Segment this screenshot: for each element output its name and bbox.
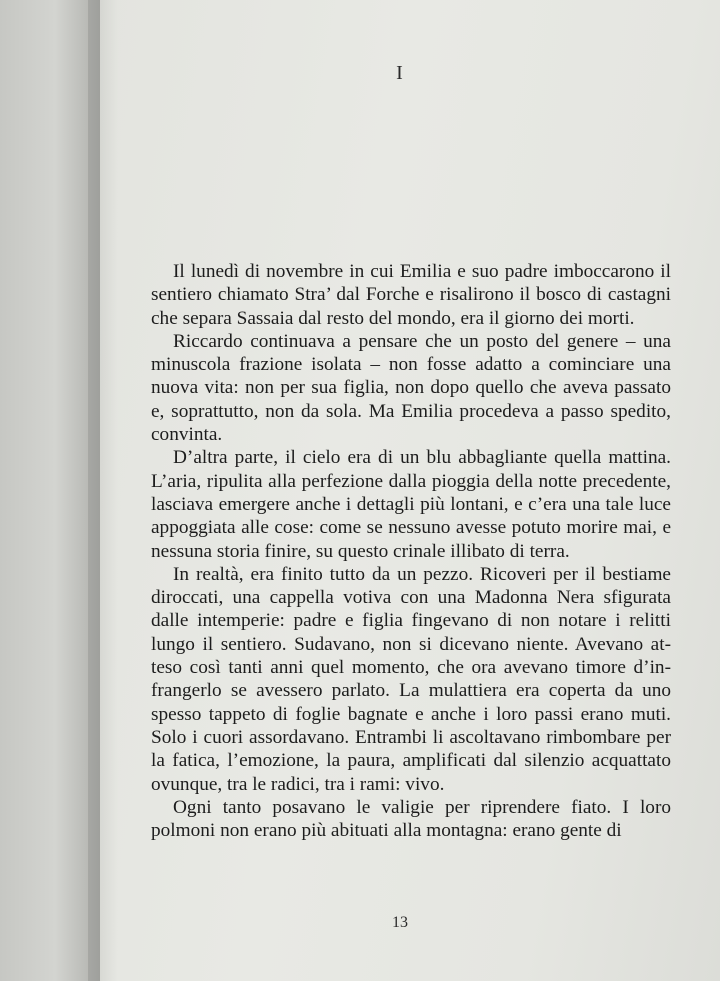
gutter-shadow — [88, 0, 118, 981]
body-text — [151, 260, 671, 842]
paragraph: Ogni tanto posavano le valigie per riprendere fiato. I loro polmoni non erano più abituati alla montagna: erano gente di — [151, 796, 671, 842]
paragraph: In realtà, era finito tutto da un pezzo. Ricoveri per il bestiame diroccati, una cappella votiva con una Madonna Nera sfigurata dalle intemperie: padre e figlia fingevano di non notare i relitti lungo il sentiero. Sudavano, non si dicevano niente. Avevano atteso così tanti anni quel momento, che ora avevano timore d’infrangerlo se avessero parlato. La mulattiera era coperta da uno spesso tappeto di foglie bagnate e anche i loro passi erano muti. Solo i cuori assordavano. Entrambi li ascoltavano rimbombare per la fatica, l’emozione, la paura, amplificati dal silenzio acquattato ovunque, tra le radici, tra i rami: vivo. — [151, 563, 671, 795]
paragraph: D’altra parte, il cielo era di un blu abbagliante quella mattina. L’aria, ripulita alla perfezione dalla pioggia della notte precedente, lasciava emergere anche i dettagli più lontani, e c’era una tale luce appoggiata alle cose: come se nessuno avesse potuto morire mai, e nessuna storia finire, su questo crinale illibato di terra. — [151, 447, 671, 562]
page-number: 13 — [392, 914, 408, 931]
left-page-edge — [0, 0, 100, 981]
book-page — [100, 0, 720, 981]
chapter-number: I — [396, 62, 404, 84]
paragraph: Riccardo continuava a pensare che un posto del genere – una minuscola frazione isolata – non fosse adatto a cominciare una nuova vita: non per sua figlia, non dopo quello che aveva passato e, soprattutto, non da sola. Ma Emilia procedeva a passo spedito, convinta. — [151, 330, 671, 446]
paragraph: Il lunedì di novembre in cui Emilia e suo padre imboccarono il sentiero chiamato Stra’ dal Forche e risalirono il bosco di castagni che separa Sassaia dal resto del mondo, era il giorno dei morti. — [151, 261, 671, 329]
